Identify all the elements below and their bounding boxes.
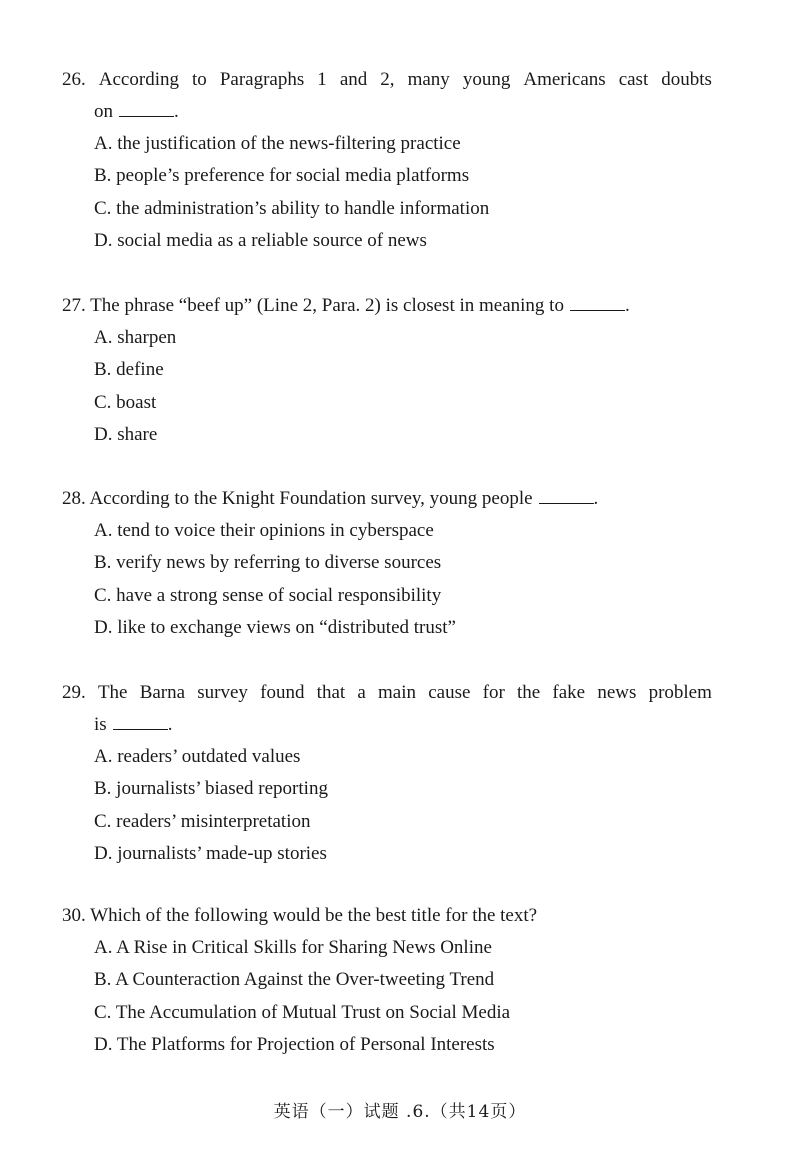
question-number: 27. — [62, 295, 86, 316]
option-a: A. readers’ outdated values — [94, 746, 301, 767]
stem-word: young — [462, 69, 511, 90]
option-c: C. the administration’s ability to handle information — [94, 197, 490, 219]
option-b: B. people’s preference for social media platforms — [94, 165, 470, 187]
stem-word: found — [260, 682, 305, 703]
stem-word: 2, — [380, 69, 395, 90]
question-27 — [62, 290, 712, 451]
option-c: C. The Accumulation of Mutual Trust on Social Media — [94, 1001, 511, 1023]
question-stem: 28. According to the Knight Foundation survey, young people . — [62, 483, 712, 515]
stem-text: on — [94, 101, 113, 122]
stem-word: the — [516, 682, 541, 703]
answer-options — [62, 322, 712, 451]
stem-text: The phrase “beef up” (Line 2, Para. 2) is closest in meaning to — [90, 295, 564, 316]
stem-word: news — [597, 682, 637, 703]
option-c: C. readers’ misinterpretation — [94, 810, 311, 832]
stem-word: The — [97, 682, 128, 703]
option-d: D. social media as a reliable source of news — [94, 229, 427, 251]
option-c: C. boast — [94, 391, 157, 413]
question-stem-continued: is . — [62, 709, 712, 741]
question-stem — [62, 64, 712, 96]
question-number: 26. — [62, 69, 86, 90]
stem-word: cause — [428, 682, 471, 703]
option-b: B. define — [94, 359, 164, 381]
option-b: B. A Counteraction Against the Over-tweeting Trend — [94, 969, 495, 991]
question-29 — [62, 677, 712, 870]
answer-options — [62, 515, 712, 644]
answer-options — [62, 932, 712, 1061]
question-stem: 27. The phrase “beef up” (Line 2, Para. 2) is closest in meaning to . — [62, 290, 712, 322]
option-a: A. tend to voice their opinions in cyberspace — [94, 520, 434, 541]
question-number: 29. — [62, 682, 86, 703]
question-stem — [62, 900, 712, 932]
question-stem — [62, 677, 712, 709]
answer-blank — [119, 98, 174, 117]
answer-blank — [570, 292, 625, 311]
question-stem-continued: on . — [62, 96, 712, 128]
question-number: 28. — [62, 488, 86, 509]
stem-word: fake — [552, 682, 586, 703]
stem-word: for — [482, 682, 505, 703]
option-a: A. A Rise in Critical Skills for Sharing News Online — [94, 937, 492, 958]
option-d: D. journalists’ made-up stories — [94, 842, 327, 864]
stem-word: and — [339, 69, 368, 90]
option-d: D. share — [94, 423, 158, 445]
question-30 — [62, 900, 712, 1061]
option-d: D. like to exchange views on “distributed trust” — [94, 616, 456, 638]
question-number: 30. — [62, 905, 86, 926]
stem-word: that — [316, 682, 346, 703]
stem-word: Barna — [139, 682, 186, 703]
option-a: A. the justification of the news-filtering practice — [94, 133, 461, 154]
stem-word: many — [407, 69, 450, 90]
stem-word: survey — [197, 682, 248, 703]
page-footer: 英语（一）试题 .6.（共14页） — [273, 1102, 527, 1122]
answer-options — [62, 741, 712, 870]
question-26 — [62, 64, 712, 257]
stem-text: Which of the following would be the best title for the text? — [90, 905, 538, 926]
stem-word: to — [192, 69, 207, 90]
answer-options — [62, 128, 712, 257]
stem-word: main — [378, 682, 417, 703]
stem-word: cast — [618, 69, 649, 90]
stem-word: problem — [648, 682, 712, 703]
option-a: A. sharpen — [94, 327, 177, 348]
stem-word: Paragraphs — [219, 69, 305, 90]
stem-text: is — [94, 714, 107, 735]
option-d: D. The Platforms for Projection of Personal Interests — [94, 1033, 495, 1055]
stem-word: Americans — [523, 69, 606, 90]
answer-blank — [113, 711, 168, 730]
stem-word: doubts — [661, 69, 712, 90]
option-b: B. journalists’ biased reporting — [94, 778, 328, 800]
question-28 — [62, 483, 712, 644]
answer-blank — [539, 485, 594, 504]
stem-word: a — [357, 682, 366, 703]
stem-word: According — [98, 69, 179, 90]
option-c: C. have a strong sense of social responsibility — [94, 584, 442, 606]
stem-text: According to the Knight Foundation survey, young people — [89, 488, 533, 509]
option-b: B. verify news by referring to diverse sources — [94, 552, 442, 574]
stem-word: 1 — [317, 69, 327, 90]
